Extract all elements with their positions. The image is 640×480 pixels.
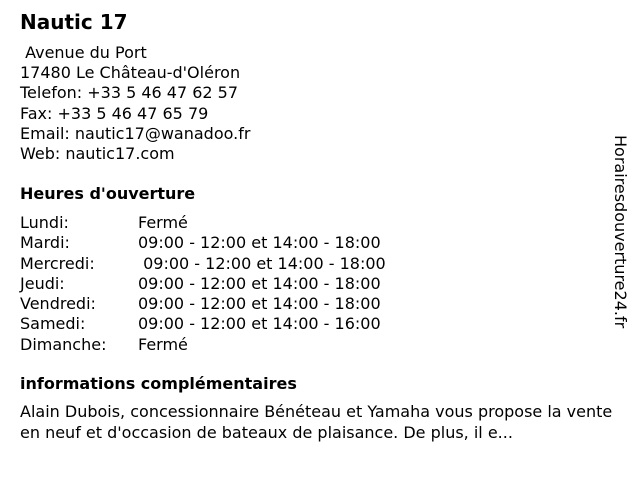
hours-row-thursday	[20, 274, 386, 294]
day-label: Dimanche:	[20, 334, 107, 354]
business-name: Nautic 17	[20, 10, 128, 34]
hours-heading: Heures d'ouverture	[20, 184, 196, 203]
email-link[interactable]: nautic17@wanadoo.fr	[74, 123, 251, 143]
day-hours: Fermé	[138, 213, 188, 232]
hours-row-sunday	[20, 335, 386, 355]
hours-row-friday	[20, 294, 386, 314]
web-row	[20, 144, 250, 164]
opening-hours-list	[20, 213, 386, 355]
day-hours: 09:00 - 12:00 et 14:00 - 18:00	[138, 294, 381, 314]
email-label: Email:	[20, 123, 75, 143]
day-hours: 09:00 - 12:00 et 14:00 - 16:00	[138, 314, 381, 334]
day-label: Mardi:	[20, 233, 70, 253]
day-hours: 09:00 - 12:00 et 14:00 - 18:00	[138, 233, 381, 253]
hours-row-saturday	[20, 314, 386, 334]
website-link[interactable]: nautic17.com	[65, 144, 175, 164]
address-city: 17480 Le Château-d'Oléron	[20, 63, 241, 83]
hours-row-wednesday	[20, 254, 386, 274]
site-watermark: Horairesdouverture24.fr	[611, 135, 630, 329]
info-heading: informations complémentaires	[20, 374, 297, 393]
day-label: Samedi:	[20, 314, 86, 334]
day-label: Vendredi:	[20, 294, 96, 314]
hours-row-tuesday	[20, 233, 386, 253]
web-label: Web:	[20, 144, 66, 164]
hours-row-monday	[20, 213, 386, 233]
day-hours: 09:00 - 12:00 et 14:00 - 18:00	[138, 253, 386, 273]
phone-number: Telefon: +33 5 46 47 62 57	[20, 83, 239, 103]
fax-number: Fax: +33 5 46 47 65 79	[20, 103, 209, 123]
day-label: Lundi:	[20, 213, 69, 232]
day-hours: Fermé	[138, 334, 188, 354]
email-row	[20, 124, 250, 144]
day-hours: 09:00 - 12:00 et 14:00 - 18:00	[138, 273, 381, 293]
address-street: Avenue du Port	[20, 43, 147, 62]
day-label: Jeudi:	[20, 273, 65, 293]
day-label: Mercredi:	[20, 253, 95, 273]
info-description: Alain Dubois, concessionnaire Bénéteau et Yamaha vous propose la vente en neuf et d'occasion de bateaux de plaisance. De plus, il e...	[20, 402, 613, 442]
contact-block	[20, 43, 250, 164]
